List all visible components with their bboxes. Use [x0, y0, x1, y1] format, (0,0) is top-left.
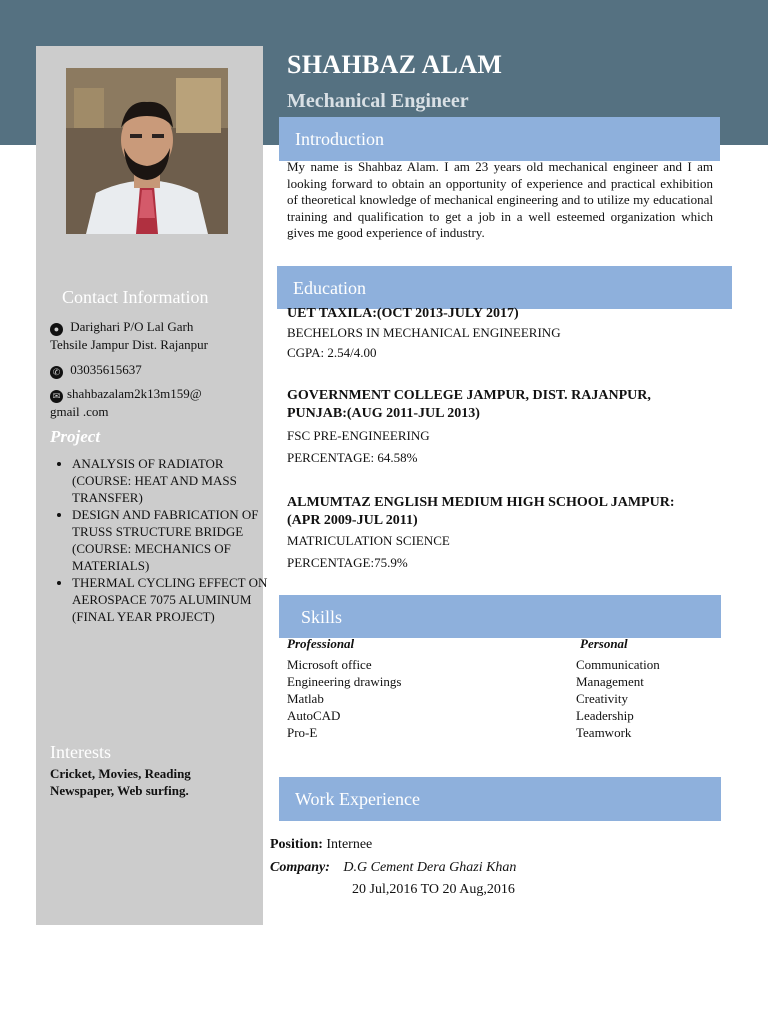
contact-address [50, 318, 255, 353]
education-title: ALMUMTAZ ENGLISH MEDIUM HIGH SCHOOL JAMPUR:(APR 2009-JUL 2011) [287, 495, 675, 528]
project-item: • ANALYSIS OF RADIATOR (COURSE: HEAT AND MASS TRANSFER) [72, 455, 272, 506]
skills-heading: Skills [279, 595, 721, 638]
company-value: D.G Cement Dera Ghazi Khan [343, 860, 517, 875]
skill-item: Creativity [576, 691, 628, 706]
phone-number: 03035615637 [70, 362, 142, 377]
skill-item: Communication [576, 657, 660, 672]
project-item: • DESIGN AND FABRICATION OF TRUSS STRUCTURE BRIDGE (COURSE: MECHANICS OF MATERIALS) [72, 506, 272, 574]
work-company [270, 860, 516, 876]
email-line-1: shahbazalam2k13m159@ [67, 386, 202, 401]
education-degree: FSC PRE-ENGINEERING [287, 428, 430, 443]
education-degree: MATRICULATION SCIENCE [287, 533, 450, 548]
interests-line-2: Newspaper, Web surfing. [50, 783, 189, 798]
candidate-name: SHAHBAZ ALAM [287, 50, 503, 79]
education-result: CGPA: 2.54/4.00 [287, 345, 377, 360]
skill-item: AutoCAD [287, 708, 341, 723]
skill-item: Matlab [287, 691, 324, 706]
interests-heading: Interests [50, 742, 111, 762]
work-dates: 20 Jul,2016 TO 20 Aug,2016 [352, 882, 515, 897]
project-heading: Project [50, 427, 101, 446]
address-line-2: Tehsile Jampur Dist. Rajanpur [50, 337, 208, 352]
phone-icon: ✆ [50, 366, 63, 379]
position-label: Position: [270, 837, 323, 852]
education-heading: Education [277, 266, 732, 309]
interests-text [50, 765, 191, 799]
professional-skills-list [287, 656, 401, 741]
location-icon: ● [50, 323, 63, 336]
personal-skills-heading: Personal [580, 636, 628, 651]
company-label: Company: [270, 860, 330, 875]
contact-heading: Contact Information [62, 287, 209, 307]
candidate-role: Mechanical Engineer [287, 90, 469, 112]
project-list [50, 455, 272, 625]
skill-item: Pro-E [287, 725, 318, 740]
email-line-2: gmail .com [50, 404, 109, 419]
personal-skills-list [576, 656, 660, 741]
project-item: • THERMAL CYCLING EFFECT ON AEROSPACE 7075 ALUMINUM (FINAL YEAR PROJECT) [72, 574, 272, 625]
work-position [270, 837, 372, 853]
contact-phone [50, 361, 142, 379]
position-value: Internee [326, 837, 373, 852]
skill-item: Microsoft office [287, 657, 372, 672]
professional-skills-heading: Professional [287, 636, 355, 651]
email-icon: ✉ [50, 390, 63, 403]
profile-photo [66, 68, 228, 234]
skill-item: Leadership [576, 708, 634, 723]
education-result: PERCENTAGE: 64.58% [287, 450, 418, 465]
education-degree: BECHELORS IN MECHANICAL ENGINEERING [287, 325, 561, 340]
introduction-heading: Introduction [279, 117, 720, 161]
interests-line-1: Cricket, Movies, Reading [50, 766, 191, 781]
skill-item: Teamwork [576, 725, 632, 740]
introduction-text: My name is Shahbaz Alam. I am 23 years old mechanical engineer and I am looking forward to obtain an opportunity of experience and practical exhibition of theoretical knowledge of mechanical engineering and to utilize my educational training and qualification to get a job in a well esteemed organization which gives me good experience of industry. [287, 159, 713, 240]
education-title: GOVERNMENT COLLEGE JAMPUR, DIST. RAJANPUR, PUNJAB:(AUG 2011-JUL 2013) [287, 388, 651, 421]
address-line-1: Darighari P/O Lal Garh [70, 319, 194, 334]
work-experience-heading: Work Experience [279, 777, 721, 821]
skill-item: Engineering drawings [287, 674, 402, 689]
education-result: PERCENTAGE:75.9% [287, 555, 408, 570]
skill-item: Management [576, 674, 644, 689]
education-title: UET TAXILA:(OCT 2013-JULY 2017) [287, 306, 519, 321]
contact-email [50, 385, 202, 420]
